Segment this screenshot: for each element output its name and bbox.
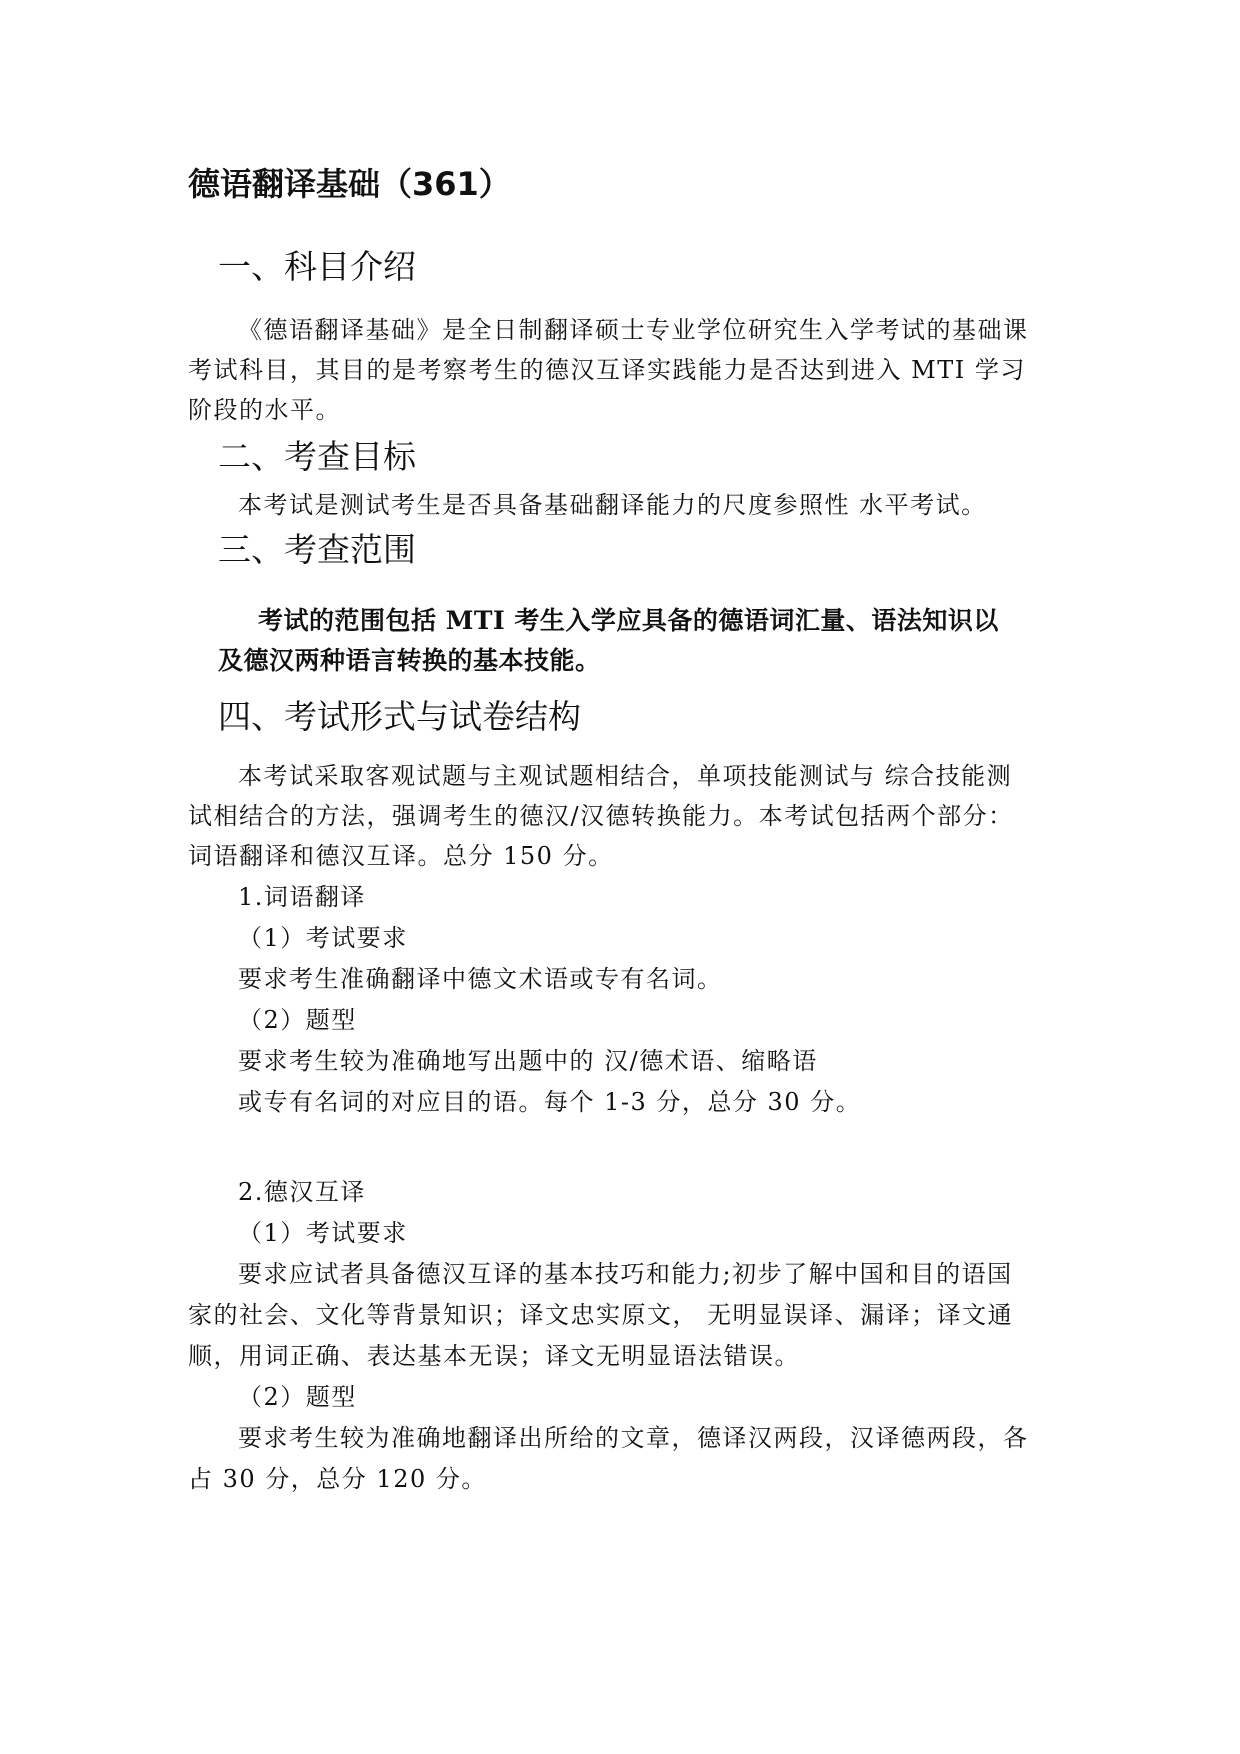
paragraph-line: 词语翻译和德汉互译。总分 150 分。: [188, 842, 614, 870]
part-title: 2.德汉互译: [238, 1178, 366, 1206]
paragraph-line: 要求考生较为准确地翻译出所给的文章，德译汉两段，汉译德两段，各: [238, 1424, 1029, 1452]
section-heading-format: 四、考试形式与试卷结构: [218, 697, 581, 736]
subsection-label: （1）考试要求: [238, 1219, 408, 1247]
paragraph-line: 要求应试者具备德汉互译的基本技巧和能力;初步了解中国和目的语国: [238, 1260, 1013, 1288]
paragraph-line: 考试的范围包括 MTI 考生入学应具备的德语词汇量、语法知识以: [258, 606, 999, 635]
paragraph-line: 顺，用词正确、表达基本无误；译文无明显语法错误。: [188, 1342, 800, 1370]
paragraph-line: 试相结合的方法，强调考生的德汉/汉德转换能力。本考试包括两个部分：: [188, 802, 1014, 830]
section-heading-objectives: 二、考查目标: [218, 437, 416, 476]
part-title: 1.词语翻译: [238, 883, 366, 911]
paragraph-line: 要求考生准确翻译中德文术语或专有名词。: [238, 965, 723, 993]
subsection-label: （2）题型: [238, 1006, 357, 1034]
paragraph-line: 考试科目，其目的是考察考生的德汉互译实践能力是否达到进入 MTI 学习: [188, 356, 1026, 384]
subsection-label: （1）考试要求: [238, 924, 408, 952]
paragraph-line: 本考试是测试考生是否具备基础翻译能力的尺度参照性 水平考试。: [238, 491, 987, 519]
paragraph-line: 及德汉两种语言转换的基本技能。: [218, 646, 601, 675]
paragraph-line: 《德语翻译基础》是全日制翻译硕士专业学位研究生入学考试的基础课: [238, 316, 1029, 344]
document-title: 德语翻译基础（361）: [188, 165, 511, 203]
subsection-label: （2）题型: [238, 1383, 357, 1411]
paragraph-line: 要求考生较为准确地写出题中的 汉/德术语、缩略语: [238, 1047, 818, 1075]
paragraph-line: 或专有名词的对应目的语。每个 1-3 分，总分 30 分。: [238, 1088, 862, 1116]
section-heading-intro: 一、科目介绍: [218, 247, 416, 286]
section-heading-scope: 三、考查范围: [218, 530, 416, 569]
paragraph-line: 阶段的水平。: [188, 396, 341, 424]
paragraph-line: 本考试采取客观试题与主观试题相结合，单项技能测试与 综合技能测: [238, 762, 1013, 790]
paragraph-line: 家的社会、文化等背景知识；译文忠实原文， 无明显误译、漏译；译文通: [188, 1301, 1014, 1329]
paragraph-line: 占 30 分，总分 120 分。: [188, 1465, 487, 1493]
